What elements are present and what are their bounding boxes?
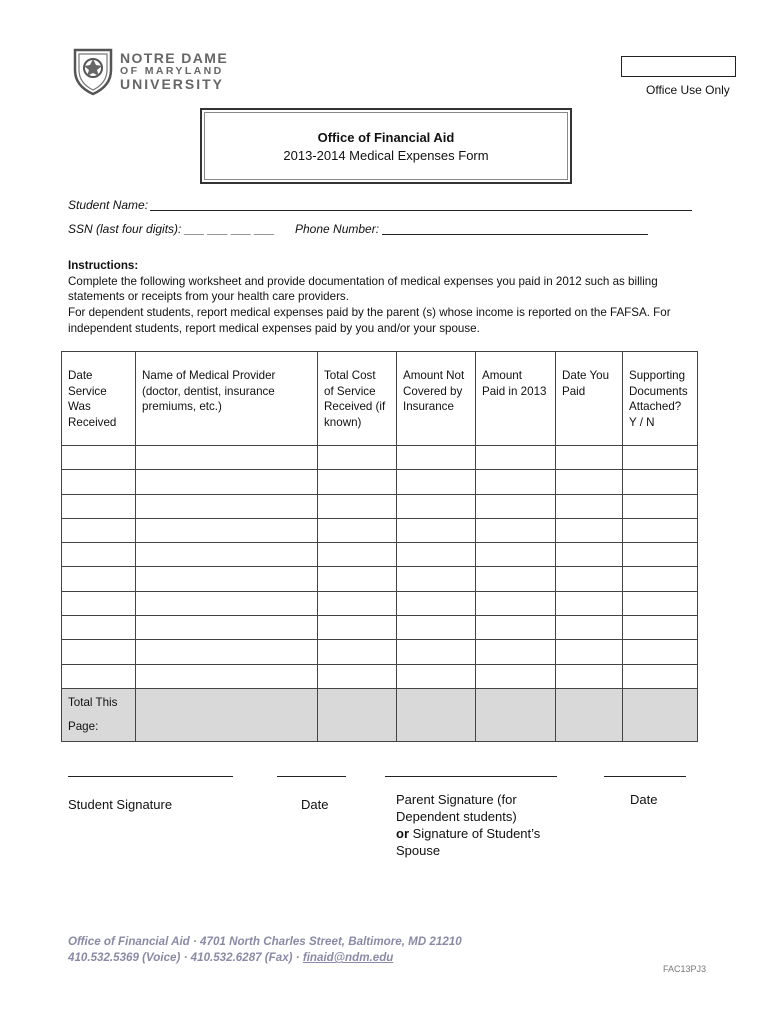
- table-cell[interactable]: [397, 543, 476, 567]
- table-row: [62, 446, 698, 470]
- table-cell[interactable]: [136, 543, 318, 567]
- table-cell[interactable]: [136, 664, 318, 688]
- total-row: [62, 688, 698, 741]
- date-line-1[interactable]: [277, 776, 346, 777]
- table-cell[interactable]: [556, 664, 623, 688]
- table-cell[interactable]: [318, 494, 397, 518]
- table-cell[interactable]: [397, 494, 476, 518]
- table-cell[interactable]: [318, 616, 397, 640]
- table-cell[interactable]: [623, 640, 698, 664]
- table-cell[interactable]: [136, 591, 318, 615]
- table-cell[interactable]: [397, 640, 476, 664]
- logo-text: [120, 51, 228, 91]
- table-cell[interactable]: [136, 494, 318, 518]
- form-code: FAC13PJ3: [663, 964, 707, 974]
- table-header-row: [62, 352, 698, 446]
- table-cell[interactable]: [397, 470, 476, 494]
- footer-email-link[interactable]: finaid@ndm.edu: [302, 951, 394, 964]
- table-row: [62, 518, 698, 542]
- expenses-table-wrapper: [61, 351, 697, 742]
- table-cell[interactable]: [136, 470, 318, 494]
- ssn-label: SSN (last four digits): ___ ___ ___ ___: [68, 222, 275, 236]
- logo-line-1: NOTRE DAME: [120, 50, 229, 66]
- total-cell[interactable]: [623, 688, 698, 741]
- table-row: [62, 543, 698, 567]
- table-cell[interactable]: [62, 446, 136, 470]
- phone-number-field[interactable]: [382, 234, 648, 235]
- table-cell[interactable]: [62, 470, 136, 494]
- table-cell[interactable]: [136, 446, 318, 470]
- table-cell[interactable]: [62, 640, 136, 664]
- table-cell[interactable]: [476, 616, 556, 640]
- table-cell[interactable]: [318, 470, 397, 494]
- column-header: Date Service Was Received: [62, 352, 136, 446]
- table-row: [62, 470, 698, 494]
- table-cell[interactable]: [556, 640, 623, 664]
- table-cell[interactable]: [318, 664, 397, 688]
- table-cell[interactable]: [623, 494, 698, 518]
- table-cell[interactable]: [476, 518, 556, 542]
- footer-line-1: Office of Financial Aid · 4701 North Charles Street, Baltimore, MD 21210: [68, 935, 462, 948]
- table-row: [62, 640, 698, 664]
- table-cell[interactable]: [476, 640, 556, 664]
- table-cell[interactable]: [556, 543, 623, 567]
- table-cell[interactable]: [556, 470, 623, 494]
- university-logo: [72, 46, 232, 96]
- table-row: [62, 494, 698, 518]
- table-cell[interactable]: [556, 567, 623, 591]
- date-line-2[interactable]: [604, 776, 686, 777]
- column-header: Date You Paid: [556, 352, 623, 446]
- column-header: Supporting Documents Attached? Y / N: [623, 352, 698, 446]
- table-cell[interactable]: [623, 664, 698, 688]
- table-cell[interactable]: [623, 518, 698, 542]
- table-cell[interactable]: [318, 518, 397, 542]
- footer-line-2: 410.532.5369 (Voice) · 410.532.6287 (Fax) · finaid@ndm.edu: [68, 951, 394, 964]
- logo-line-3: UNIVERSITY: [120, 76, 225, 92]
- table-cell[interactable]: [476, 567, 556, 591]
- student-name-field[interactable]: [150, 210, 692, 211]
- title-box: [200, 108, 572, 184]
- table-row: [62, 591, 698, 615]
- table-cell[interactable]: [318, 446, 397, 470]
- table-cell[interactable]: [318, 640, 397, 664]
- table-cell[interactable]: [476, 446, 556, 470]
- table-cell[interactable]: [556, 616, 623, 640]
- total-cell[interactable]: [476, 688, 556, 741]
- office-use-label: Office Use Only: [646, 83, 730, 97]
- student-signature-line[interactable]: [68, 776, 233, 777]
- table-cell[interactable]: [397, 567, 476, 591]
- table-cell[interactable]: [623, 543, 698, 567]
- table-cell[interactable]: [476, 591, 556, 615]
- instructions-paragraph-2: For dependent students, report medical expenses paid by the parent (s) whose income is reported on the FAFSA. For independent students, report medical expenses paid by you and/or your spouse.: [68, 306, 671, 335]
- table-cell[interactable]: [62, 616, 136, 640]
- table-cell[interactable]: [62, 567, 136, 591]
- column-header: Amount Not Covered by Insurance: [397, 352, 476, 446]
- table-cell[interactable]: [556, 446, 623, 470]
- parent-signature-line[interactable]: [385, 776, 557, 777]
- logo-line-2: OF MARYLAND: [120, 65, 224, 77]
- total-cell[interactable]: [318, 688, 397, 741]
- table-row: [62, 567, 698, 591]
- table-cell[interactable]: [556, 518, 623, 542]
- table-cell[interactable]: [318, 591, 397, 615]
- table-cell[interactable]: [476, 470, 556, 494]
- table-cell[interactable]: [623, 470, 698, 494]
- table-cell[interactable]: [476, 664, 556, 688]
- instructions-heading: Instructions:: [68, 259, 139, 272]
- total-cell[interactable]: [397, 688, 476, 741]
- phone-label: Phone Number:: [295, 222, 380, 236]
- table-cell[interactable]: [62, 664, 136, 688]
- table-cell[interactable]: [318, 543, 397, 567]
- table-cell[interactable]: [62, 518, 136, 542]
- student-name-label: Student Name:: [68, 198, 149, 212]
- table-cell[interactable]: [397, 664, 476, 688]
- table-cell[interactable]: [397, 591, 476, 615]
- table-cell[interactable]: [397, 446, 476, 470]
- table-row: [62, 664, 698, 688]
- table-cell[interactable]: [476, 494, 556, 518]
- date-label-2: Date: [630, 792, 658, 807]
- table-cell[interactable]: [62, 543, 136, 567]
- table-cell[interactable]: [318, 567, 397, 591]
- table-cell[interactable]: [623, 616, 698, 640]
- student-signature-label: Student Signature: [68, 797, 173, 812]
- column-header: Amount Paid in 2013: [476, 352, 556, 446]
- column-header: Total Cost of Service Received (if known): [318, 352, 397, 446]
- table-cell[interactable]: [62, 494, 136, 518]
- table-cell[interactable]: [623, 567, 698, 591]
- instructions-paragraph-1: Complete the following worksheet and provide documentation of medical expenses you paid in 2012 such as billing statements or receipts from your health care providers.: [68, 274, 658, 304]
- table-row: [62, 616, 698, 640]
- form-title: Office of Financial Aid: [317, 130, 455, 145]
- date-label-1: Date: [301, 797, 329, 812]
- table-cell[interactable]: [136, 640, 318, 664]
- table-cell[interactable]: [136, 567, 318, 591]
- table-cell[interactable]: [476, 543, 556, 567]
- total-cell[interactable]: [556, 688, 623, 741]
- form-subtitle: 2013-2014 Medical Expenses Form: [283, 148, 489, 163]
- table-cell[interactable]: [397, 518, 476, 542]
- table-cell[interactable]: [623, 591, 698, 615]
- footer-address: [68, 934, 462, 966]
- instructions: [68, 258, 708, 337]
- table-cell[interactable]: [623, 446, 698, 470]
- table-cell[interactable]: [556, 591, 623, 615]
- table-cell[interactable]: [136, 616, 318, 640]
- office-use-field[interactable]: [621, 56, 736, 77]
- total-cell[interactable]: [136, 688, 318, 741]
- total-label: Total This Page:: [62, 688, 136, 741]
- table-cell[interactable]: [62, 591, 136, 615]
- parent-signature-label: Parent Signature (for Dependent students) or Signature of Student’s Spouse: [396, 792, 541, 858]
- column-header: Name of Medical Provider (doctor, dentist, insurance premiums, etc.): [136, 352, 318, 446]
- medical-expenses-table: [61, 351, 698, 742]
- table-cell[interactable]: [556, 494, 623, 518]
- table-cell[interactable]: [397, 616, 476, 640]
- table-cell[interactable]: [136, 518, 318, 542]
- university-seal-icon: [72, 46, 114, 96]
